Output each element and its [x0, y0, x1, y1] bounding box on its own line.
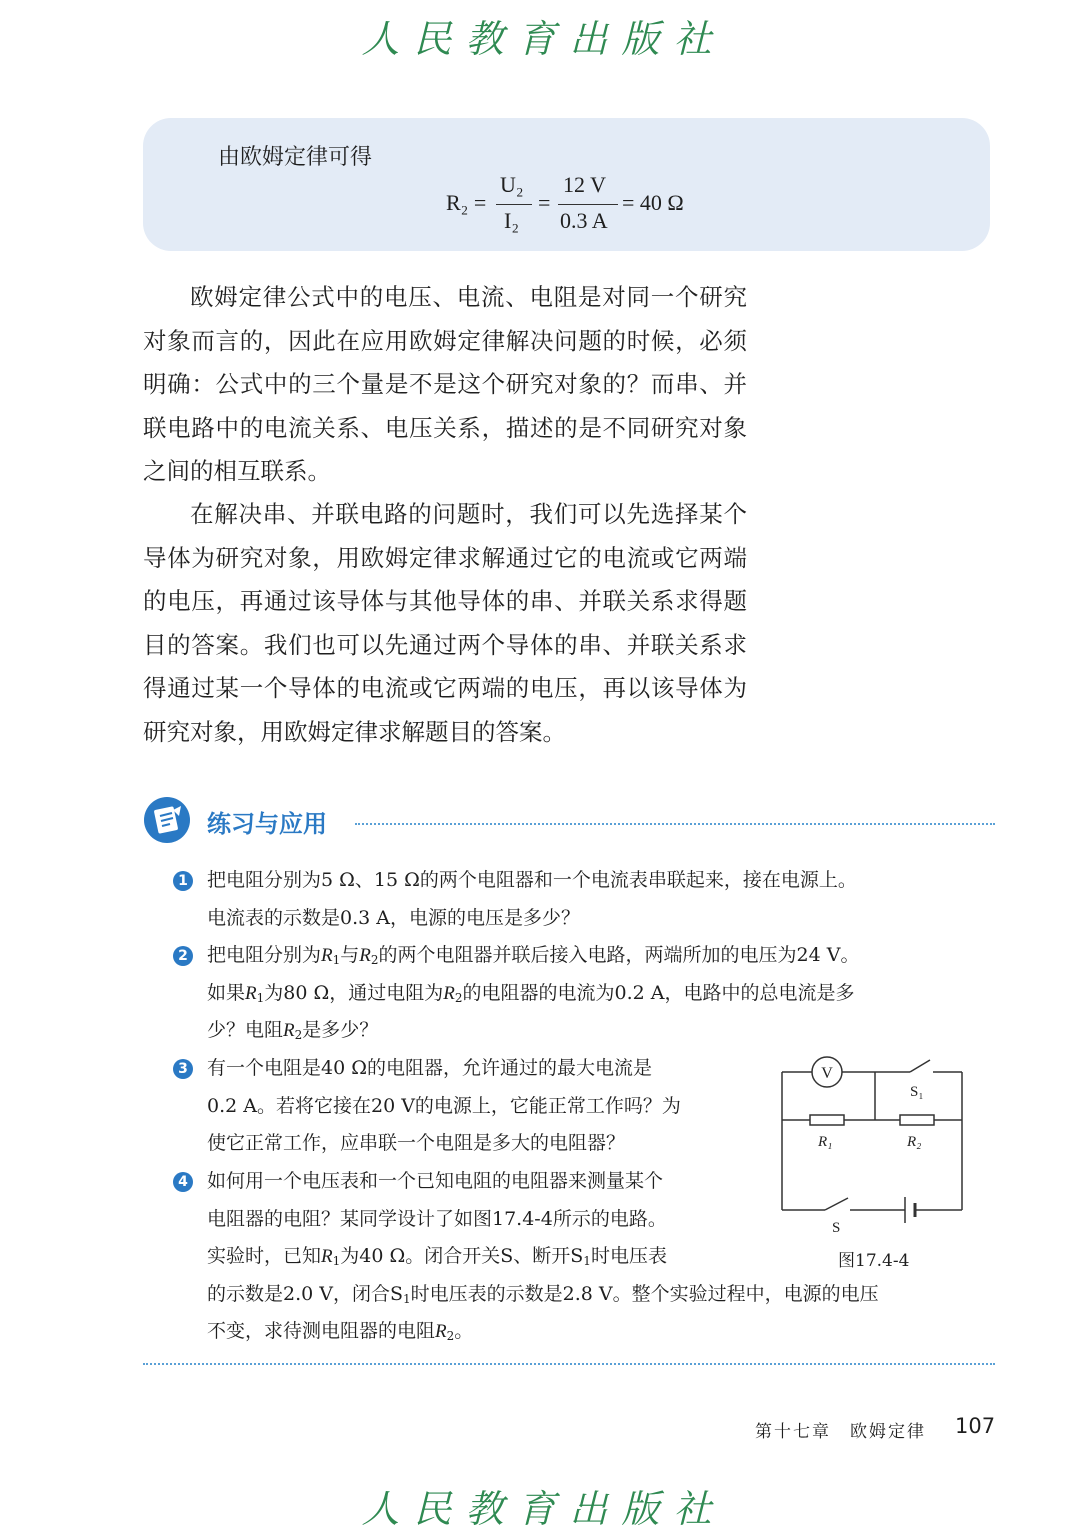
symbol-s: S [389, 1282, 404, 1305]
subscript: 1 [403, 1291, 411, 1306]
q2-text: 的两个电阻器并联后接入电路，两端所加的电压为24 V。 [378, 944, 860, 966]
switch-s-label: S [832, 1220, 841, 1236]
q3-line-1: 有一个电阻是40 Ω的电阻器，允许通过的最大电流是 [207, 1057, 652, 1079]
q1-line-2: 电流表的示数是0.3 A，电源的电压是多少？ [207, 906, 580, 929]
formula-denominator-2: 0.3 A [560, 208, 608, 233]
paragraph-1: 欧姆定律公式中的电压、电流、电阻是对同一个研究对象而言的，因此在应用欧姆定律解决问题的时候，必须明确：公式中的三个量是不是这个研究对象的？而串、并联电路中的电流关系、电压关系，描述的是不同研究对象之间的相互联系。 [143, 283, 747, 485]
page-number: 107 [955, 1414, 996, 1438]
q2-text: 少？电阻 [207, 1019, 284, 1041]
symbol-r: R [359, 945, 371, 966]
example-solution-box [143, 118, 990, 251]
voltmeter-label: V [821, 1065, 833, 1082]
q4-text: 时电压表 [590, 1245, 667, 1267]
subscript: 2 [454, 990, 463, 1005]
q3-line-2: 0.2 A。若将它接在20 V的电源上，它能正常工作吗？为 [207, 1094, 681, 1117]
question-1 [207, 862, 987, 937]
chapter-footer: 第十七章 欧姆定律 [755, 1422, 926, 1442]
formula-numerator-2: 12 V [563, 172, 606, 197]
q2-text: 与 [340, 944, 360, 966]
symbol-r: R [283, 1020, 295, 1041]
subscript: 1 [332, 953, 341, 967]
figure-caption: 图17.4-4 [838, 1251, 910, 1271]
paragraph-2: 在解决串、并联电路的问题时，我们可以先选择某个导体为研究对象，用欧姆定律求解通过它的电流或它两端的电压，再通过该导体与其他导体的串、并联关系求得题目的答案。我们也可以先通过两个导体的串、并联关系求得通过某一个导体的电流或它两端的电压，再以该导体为研究对象，用欧姆定律求解题目的答案。 [143, 500, 747, 746]
solution-intro: 由欧姆定律可得 [218, 145, 373, 170]
r2-label: R₂ [907, 1134, 922, 1150]
q4-text: 为40 Ω。闭合开关S、断开 [340, 1245, 571, 1267]
subscript: 2 [446, 1329, 455, 1343]
formula-lhs: R₂ = [446, 190, 487, 215]
subscript: 1 [256, 990, 265, 1005]
question-number-4: 4 [173, 1172, 193, 1192]
question-number-1: 1 [173, 871, 193, 891]
switch-s1-label: S₁ [910, 1084, 924, 1100]
question-3 [207, 1050, 767, 1163]
q3-line-3: 使它正常工作，应串联一个电阻是多大的电阻器？ [207, 1132, 626, 1154]
publisher-watermark-top: 人民教育出版社 [361, 17, 726, 61]
resistor-r1 [810, 1115, 844, 1125]
formula-equals: = [538, 190, 551, 215]
resistor-r2 [900, 1115, 934, 1125]
q4-text: 时电压表的示数是2.8 V。整个实验过程中，电源的电压 [410, 1282, 879, 1305]
q4-text: 如何用一个电压表和一个已知电阻的电阻器来测量某个 [207, 1170, 664, 1192]
symbol-r: R [245, 982, 257, 1004]
question-number-3: 3 [173, 1059, 193, 1079]
header-dotted-rule [355, 823, 995, 825]
formula-denominator-1: I₂ [504, 208, 519, 233]
r1-label: R₁ [818, 1134, 833, 1150]
formula-result: = 40 Ω [622, 190, 684, 215]
q2-text: 是多少？ [302, 1019, 379, 1041]
q4-text: 。 [454, 1320, 474, 1342]
exercise-section-header [143, 796, 998, 852]
exercise-notebook-icon [143, 796, 191, 844]
question-number-2: 2 [173, 946, 193, 966]
q1-line-1: 把电阻分别为5 Ω、15 Ω的两个电阻器和一个电流表串联起来，接在电源上。 [207, 869, 857, 891]
symbol-r: R [435, 1321, 447, 1342]
q4-text: 的示数是2.0 V，闭合 [207, 1282, 390, 1305]
q4-text: 电阻器的电阻？某同学设计了如图17.4-4所示的电路。 [207, 1207, 667, 1230]
q2-text: 为80 Ω，通过电阻为 [264, 981, 444, 1004]
fraction-bar-2 [558, 204, 618, 205]
subscript: 2 [370, 953, 379, 967]
question-2 [207, 937, 987, 1050]
q2-text: 如果 [207, 981, 246, 1004]
exercise-title: 练习与应用 [207, 810, 327, 838]
q2-text: 的电阻器的电流为0.2 A，电路中的总电流是多 [462, 981, 855, 1004]
subscript: 2 [294, 1028, 303, 1042]
q2-text: 把电阻分别为 [207, 944, 322, 966]
symbol-r: R [443, 982, 455, 1004]
subscript: 1 [332, 1254, 341, 1268]
q4-text: 不变，求待测电阻器的电阻 [207, 1320, 436, 1342]
formula-numerator-1: U₂ [500, 172, 524, 197]
subscript: 1 [583, 1254, 591, 1268]
symbol-r: R [321, 1246, 333, 1267]
q4-text: 实验时，已知 [207, 1245, 322, 1267]
publisher-watermark-bottom: 人民教育出版社 [361, 1487, 726, 1531]
exercise-bottom-dotted-rule [143, 1363, 995, 1365]
symbol-r: R [321, 945, 333, 966]
fraction-bar-1 [496, 204, 532, 205]
ohm-law-formula [446, 172, 746, 242]
symbol-s: S [570, 1245, 584, 1267]
